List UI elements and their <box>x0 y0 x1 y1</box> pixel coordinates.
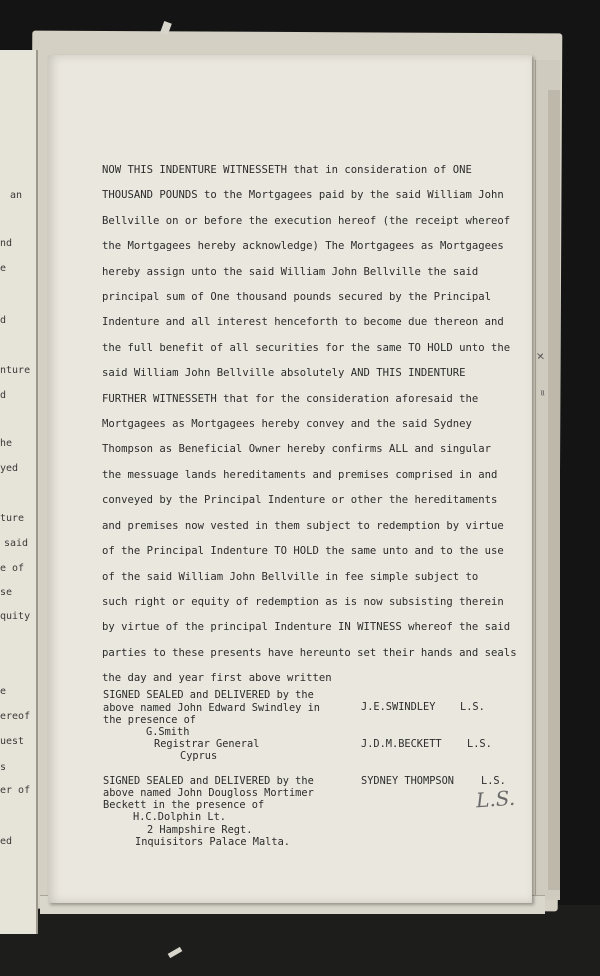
signatory-name: J.D.M.BECKETT <box>361 738 442 750</box>
witness-name: H.C.Dolphin Lt. <box>133 811 226 823</box>
seal-mark: L.S. <box>460 701 485 713</box>
body-line: principal sum of One thousand pounds secured by the Principal <box>102 291 492 304</box>
attestation-line: SIGNED SEALED and DELIVERED by the <box>103 775 314 787</box>
body-line: NOW THIS INDENTURE WITNESSETH that in consideration of ONE <box>102 164 472 176</box>
left-fragment: e <box>0 263 7 274</box>
attestation-line: the presence of <box>103 714 196 726</box>
left-fragment: d <box>0 390 7 401</box>
body-line: the Mortgagees hereby acknowledge) The Mortgagees as Mortgagees <box>102 240 504 253</box>
indenture-body <box>102 158 532 692</box>
left-fragment: nd <box>0 238 13 249</box>
left-page-edge <box>0 50 38 934</box>
body-line: Bellville on or before the execution hereof (the receipt whereof <box>102 214 511 227</box>
witness-location: Cyprus <box>180 750 218 762</box>
body-line: conveyed by the Principal Indenture or other the hereditaments <box>102 494 498 507</box>
body-line: parties to these presents have hereunto set their hands and seals <box>102 646 517 659</box>
body-line: THOUSAND POUNDS to the Mortgagees paid by the said William John <box>102 189 504 202</box>
signatory-name: SYDNEY THOMPSON <box>361 775 454 787</box>
page-stack-edge-inner <box>548 90 560 890</box>
seal-mark: L.S. <box>467 738 492 750</box>
signatory-name: J.E.SWINDLEY <box>361 701 436 713</box>
left-fragment: yed <box>0 463 19 474</box>
witness-location: Inquisitors Palace Malta. <box>135 836 290 848</box>
left-fragment: said <box>4 538 29 549</box>
body-line: said William John Bellville absolutely AND THIS INDENTURE <box>102 367 466 380</box>
left-fragment: se <box>0 587 13 598</box>
attestation-line: Beckett in the presence of <box>103 799 265 811</box>
left-fragment: ereof <box>0 711 31 722</box>
body-line: of the Principal Indenture TO HOLD the same unto and to the use <box>102 545 504 558</box>
attestation-line: above named John Dougloss Mortimer <box>103 787 314 799</box>
attestation-line: above named John Edward Swindley in <box>103 702 320 714</box>
body-line: hereby assign unto the said William John Bellville the said <box>102 265 479 278</box>
body-line: the day and year first above written <box>102 672 332 685</box>
left-fragment: s <box>0 762 7 773</box>
left-fragment: ed <box>0 836 13 847</box>
left-fragment: d <box>0 315 7 326</box>
body-line: the full benefit of all securities for the same TO HOLD unto the <box>102 341 511 354</box>
body-line: the messuage lands hereditaments and premises comprised in and <box>102 468 498 481</box>
seal-mark: L.S. <box>481 775 506 787</box>
margin-pencil-mark: ≈ <box>536 388 548 398</box>
left-fragment: uest <box>0 736 25 747</box>
left-fragment: ture <box>0 513 25 524</box>
margin-pencil-mark: ✕ <box>533 350 546 361</box>
left-fragment: e <box>0 686 7 697</box>
witness-title: 2 Hampshire Regt. <box>147 824 253 836</box>
body-line: Thompson as Beneficial Owner hereby confirms ALL and singular <box>102 443 492 456</box>
background-shadow <box>0 905 600 976</box>
left-fragment: nture <box>0 365 31 376</box>
body-line: of the said William John Bellville in fee simple subject to <box>102 570 479 583</box>
witness-name: G.Smith <box>146 726 190 738</box>
body-line: FURTHER WITNESSETH that for the consideration aforesaid the <box>102 392 479 405</box>
body-line: such right or equity of redemption as is now subsisting therein <box>102 595 504 608</box>
left-fragment: e of <box>0 563 25 574</box>
body-line: and premises now vested in them subject to redemption by virtue <box>102 519 504 532</box>
attestation-line: SIGNED SEALED and DELIVERED by the <box>103 689 314 701</box>
left-fragment: an <box>10 190 23 201</box>
handwritten-seal-mark: L.S. <box>475 785 516 813</box>
witness-title: Registrar General <box>154 738 260 750</box>
left-fragment: he <box>0 438 13 449</box>
body-line: by virtue of the principal Indenture IN WITNESS whereof the said <box>102 621 511 634</box>
left-fragment: er of <box>0 785 31 796</box>
body-line: Mortgagees as Mortgagees hereby convey and the said Sydney <box>102 418 472 431</box>
left-fragment: quity <box>0 611 31 622</box>
body-line: Indenture and all interest henceforth to become due thereon and <box>102 316 504 329</box>
